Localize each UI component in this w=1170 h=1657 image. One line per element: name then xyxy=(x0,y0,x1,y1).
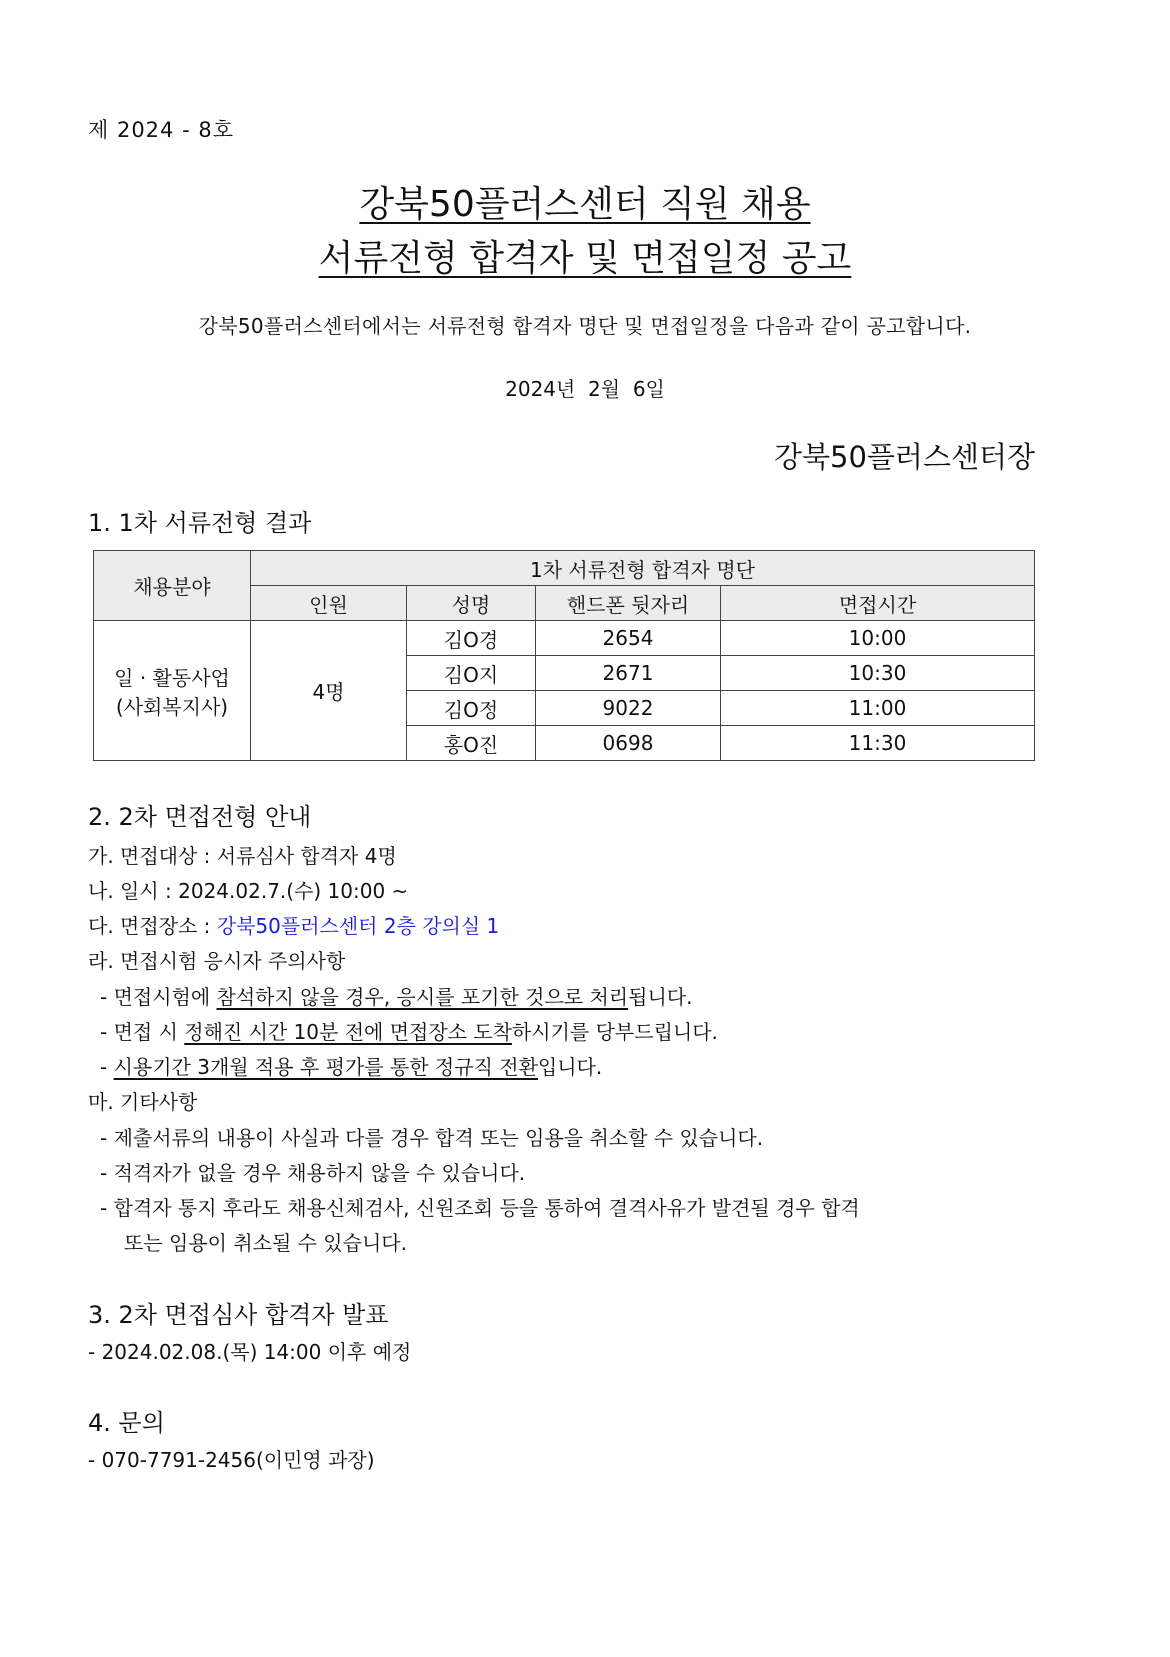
count-cell: 4명 xyxy=(251,621,407,761)
header-time: 면접시간 xyxy=(721,586,1035,621)
field-cell xyxy=(94,621,251,761)
section-4-heading: 4. 문의 xyxy=(88,1409,165,1437)
section-3-heading: 3. 2차 면접심사 합격자 발표 xyxy=(88,1301,389,1329)
notice-item: - 면접시험에 참석하지 않을 경우, 응시를 포기한 것으로 처리됩니다. xyxy=(100,985,693,1009)
organization-signature: 강북50플러스센터장 xyxy=(773,440,1035,474)
title-line-1: 강북50플러스센터 직원 채용 xyxy=(359,184,811,225)
interview-place xyxy=(88,910,499,939)
other-item: - 제출서류의 내용이 사실과 다를 경우 합격 또는 임용을 취소할 수 있습니다. xyxy=(100,1126,764,1150)
header-count: 인원 xyxy=(251,586,407,621)
field-line-1: 일 · 활동사업 xyxy=(114,665,230,690)
name-cell: 홍O진 xyxy=(407,726,536,761)
phone-cell: 2654 xyxy=(536,621,721,656)
place-value: 강북50플러스센터 2층 강의실 1 xyxy=(216,914,500,938)
other-heading: 마. 기타사항 xyxy=(88,1090,198,1114)
section-2-heading: 2. 2차 면접전형 안내 xyxy=(88,803,312,831)
time-cell: 10:30 xyxy=(721,656,1035,691)
interview-target: 가. 면접대상 : 서류심사 합격자 4명 xyxy=(88,844,397,868)
header-group: 1차 서류전형 합격자 명단 xyxy=(251,551,1035,586)
phone-cell: 0698 xyxy=(536,726,721,761)
announcement-date: 2024년 2월 6일 xyxy=(505,377,665,401)
announcement-schedule: - 2024.02.08.(목) 14:00 이후 예정 xyxy=(88,1340,412,1364)
other-item-continued: 또는 임용이 취소될 수 있습니다. xyxy=(124,1231,407,1255)
phone-cell: 9022 xyxy=(536,691,721,726)
phone-cell: 2671 xyxy=(536,656,721,691)
header-name: 성명 xyxy=(407,586,536,621)
name-cell: 김O지 xyxy=(407,656,536,691)
place-label: 다. 면접장소 : xyxy=(88,914,217,938)
time-cell: 10:00 xyxy=(721,621,1035,656)
interview-datetime: 나. 일시 : 2024.02.7.(수) 10:00 ~ xyxy=(88,879,409,903)
header-phone: 핸드폰 뒷자리 xyxy=(536,586,721,621)
header-field: 채용분야 xyxy=(94,551,251,621)
other-item: - 합격자 통지 후라도 채용신체검사, 신원조회 등을 통하여 결격사유가 발견될 경우 합격 xyxy=(100,1196,860,1220)
notice-item: - 면접 시 정해진 시간 10분 전에 면접장소 도착하시기를 당부드립니다. xyxy=(100,1020,718,1044)
notice-item: - 시용기간 3개월 적용 후 평가를 통한 정규직 전환입니다. xyxy=(100,1055,603,1079)
contact-info: - 070-7791-2456(이민영 과장) xyxy=(88,1448,375,1472)
name-cell: 김O경 xyxy=(407,621,536,656)
name-cell: 김O정 xyxy=(407,691,536,726)
section-1-heading: 1. 1차 서류전형 결과 xyxy=(88,509,312,537)
time-cell: 11:00 xyxy=(721,691,1035,726)
field-line-2: (사회복지사) xyxy=(115,694,229,719)
title-line-2: 서류전형 합격자 및 면접일정 공고 xyxy=(318,238,852,279)
document-number: 제 2024 - 8호 xyxy=(88,118,234,142)
other-item: - 적격자가 없을 경우 채용하지 않을 수 있습니다. xyxy=(100,1161,526,1185)
table-row xyxy=(94,621,1035,656)
notice-heading: 라. 면접시험 응시자 주의사항 xyxy=(88,949,346,973)
intro-text: 강북50플러스센터에서는 서류전형 합격자 명단 및 면접일정을 다음과 같이 공고합니다. xyxy=(198,314,972,338)
screening-result-table xyxy=(93,550,1035,761)
time-cell: 11:30 xyxy=(721,726,1035,761)
